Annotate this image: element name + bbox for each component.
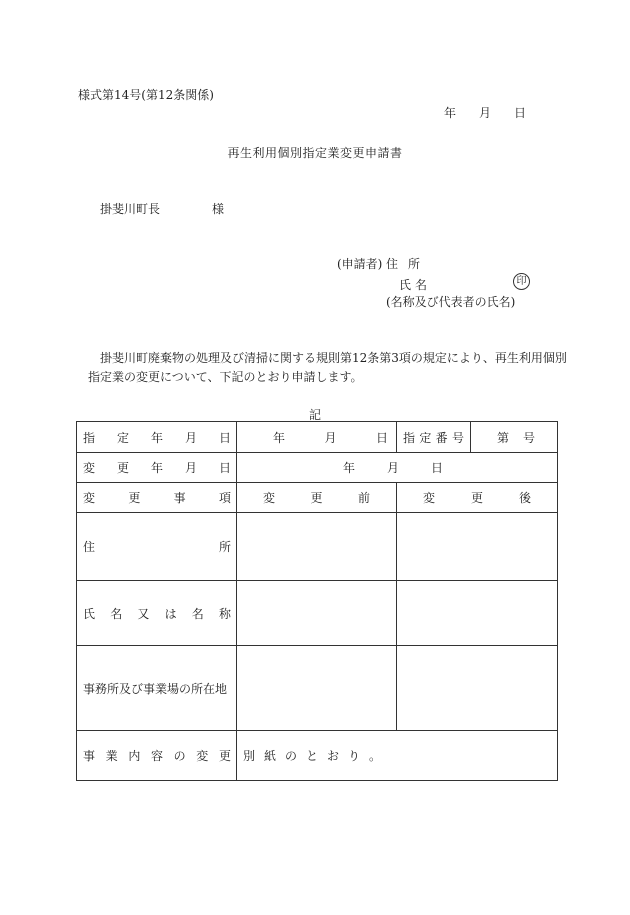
applicant-label: (申請者): [337, 257, 383, 271]
value-char: 月: [324, 430, 337, 445]
label-char: 指: [83, 430, 96, 445]
label-char: 変: [423, 491, 436, 505]
change-date-field[interactable]: [237, 453, 558, 483]
value-char: 年: [273, 430, 286, 445]
name-before-field[interactable]: [237, 581, 397, 646]
addressee-name: 掛斐川町長: [100, 202, 161, 216]
label-char: 日: [218, 430, 231, 445]
label-char: 更: [116, 461, 129, 475]
label-char: 事: [83, 749, 96, 763]
office-location-label: 事務所及び事業場の所在地: [77, 646, 237, 731]
address-char-1: 住: [386, 257, 399, 271]
label-char: 容: [150, 749, 163, 763]
value-char: 日: [376, 430, 389, 445]
label-char: 名: [110, 606, 123, 621]
label-char: 氏: [83, 606, 96, 621]
designation-number-label: [397, 422, 471, 453]
label-char: の: [173, 749, 186, 763]
label-char: 住: [83, 540, 96, 554]
office-location-row: [77, 646, 558, 731]
address-char-2: 所: [407, 257, 420, 271]
label-char: 定: [116, 430, 129, 445]
day-label: 日: [513, 106, 526, 120]
label-char: 業: [105, 749, 118, 763]
seal-mark: 印: [513, 273, 530, 290]
designation-date-label: [77, 422, 237, 453]
change-date-row: [77, 453, 558, 483]
addressee-honorific: 様: [212, 202, 225, 216]
label-char: 月: [184, 430, 197, 445]
year-label: 年: [444, 106, 457, 120]
label-char: 内: [128, 749, 141, 763]
change-details-table: [76, 421, 558, 781]
name-note: (名称及び代表者の氏名): [386, 295, 516, 309]
label-char: 更: [310, 491, 323, 505]
label-char: 変: [83, 491, 96, 505]
after-change-header: [397, 483, 558, 513]
label-char: 定: [419, 430, 432, 445]
month-label: 月: [478, 106, 491, 120]
change-item-label: [77, 483, 237, 513]
value-char: 月: [386, 461, 399, 475]
name-char-1: 氏: [399, 278, 412, 292]
designation-date-row: [77, 422, 558, 453]
label-char: 号: [452, 430, 465, 445]
label-char: 年: [150, 430, 163, 445]
addressee: [100, 200, 224, 217]
label-char: 年: [150, 461, 163, 475]
business-change-label: [77, 731, 237, 781]
designation-number-field[interactable]: [471, 422, 558, 453]
label-char: 称: [218, 606, 231, 621]
form-number: 様式第14号(第12条関係): [78, 88, 214, 102]
label-char: 前: [358, 491, 371, 505]
before-change-header: [237, 483, 397, 513]
label-char: 変: [263, 491, 276, 505]
label-char: 変: [196, 749, 209, 763]
applicant-name-label: [399, 276, 427, 293]
label-char: 所: [218, 540, 231, 554]
ki-heading: 記: [308, 408, 321, 422]
designation-date-field[interactable]: [237, 422, 397, 453]
document-title: 再生利用個別指定業変更申請書: [227, 146, 403, 160]
label-char: 指: [403, 430, 416, 445]
label-char: 項: [218, 491, 231, 505]
label-char: は: [164, 606, 177, 621]
name-char-2: 名: [414, 278, 427, 292]
address-label: [77, 513, 237, 581]
label-char: 事: [173, 491, 186, 505]
change-header-row: [77, 483, 558, 513]
name-after-field[interactable]: [397, 581, 558, 646]
address-after-field[interactable]: [397, 513, 558, 581]
label-char: 又: [137, 606, 150, 621]
body-line-2: 指定業の変更について、下記のとおり申請します。: [88, 370, 363, 384]
label-char: 更: [471, 491, 484, 505]
label-char: 変: [83, 461, 96, 475]
label-char: 後: [518, 491, 531, 505]
label-char: 名: [191, 606, 204, 621]
value-char: 日: [430, 461, 443, 475]
value-char: 第: [497, 430, 510, 445]
name-label: [77, 581, 237, 646]
request-body-text: [88, 349, 566, 387]
label-char: 番: [435, 430, 448, 445]
office-after-field[interactable]: [397, 646, 558, 731]
address-row: [77, 513, 558, 581]
label-char: 更: [128, 491, 141, 505]
change-date-label: [77, 453, 237, 483]
business-change-value: 別紙のとおり。: [237, 731, 558, 781]
value-char: 号: [523, 430, 536, 445]
office-before-field[interactable]: [237, 646, 397, 731]
label-char: 更: [218, 749, 231, 763]
header-date-line: [444, 104, 526, 121]
name-row: [77, 581, 558, 646]
applicant-address-label: [386, 255, 420, 272]
label-char: 日: [218, 461, 231, 475]
business-change-row: [77, 731, 558, 781]
label-char: 月: [184, 461, 197, 475]
value-char: 年: [343, 461, 356, 475]
body-line-1: 掛斐川町廃棄物の処理及び清掃に関する規則第12条第3項の規定により、再生利用個別: [100, 351, 567, 365]
address-before-field[interactable]: [237, 513, 397, 581]
